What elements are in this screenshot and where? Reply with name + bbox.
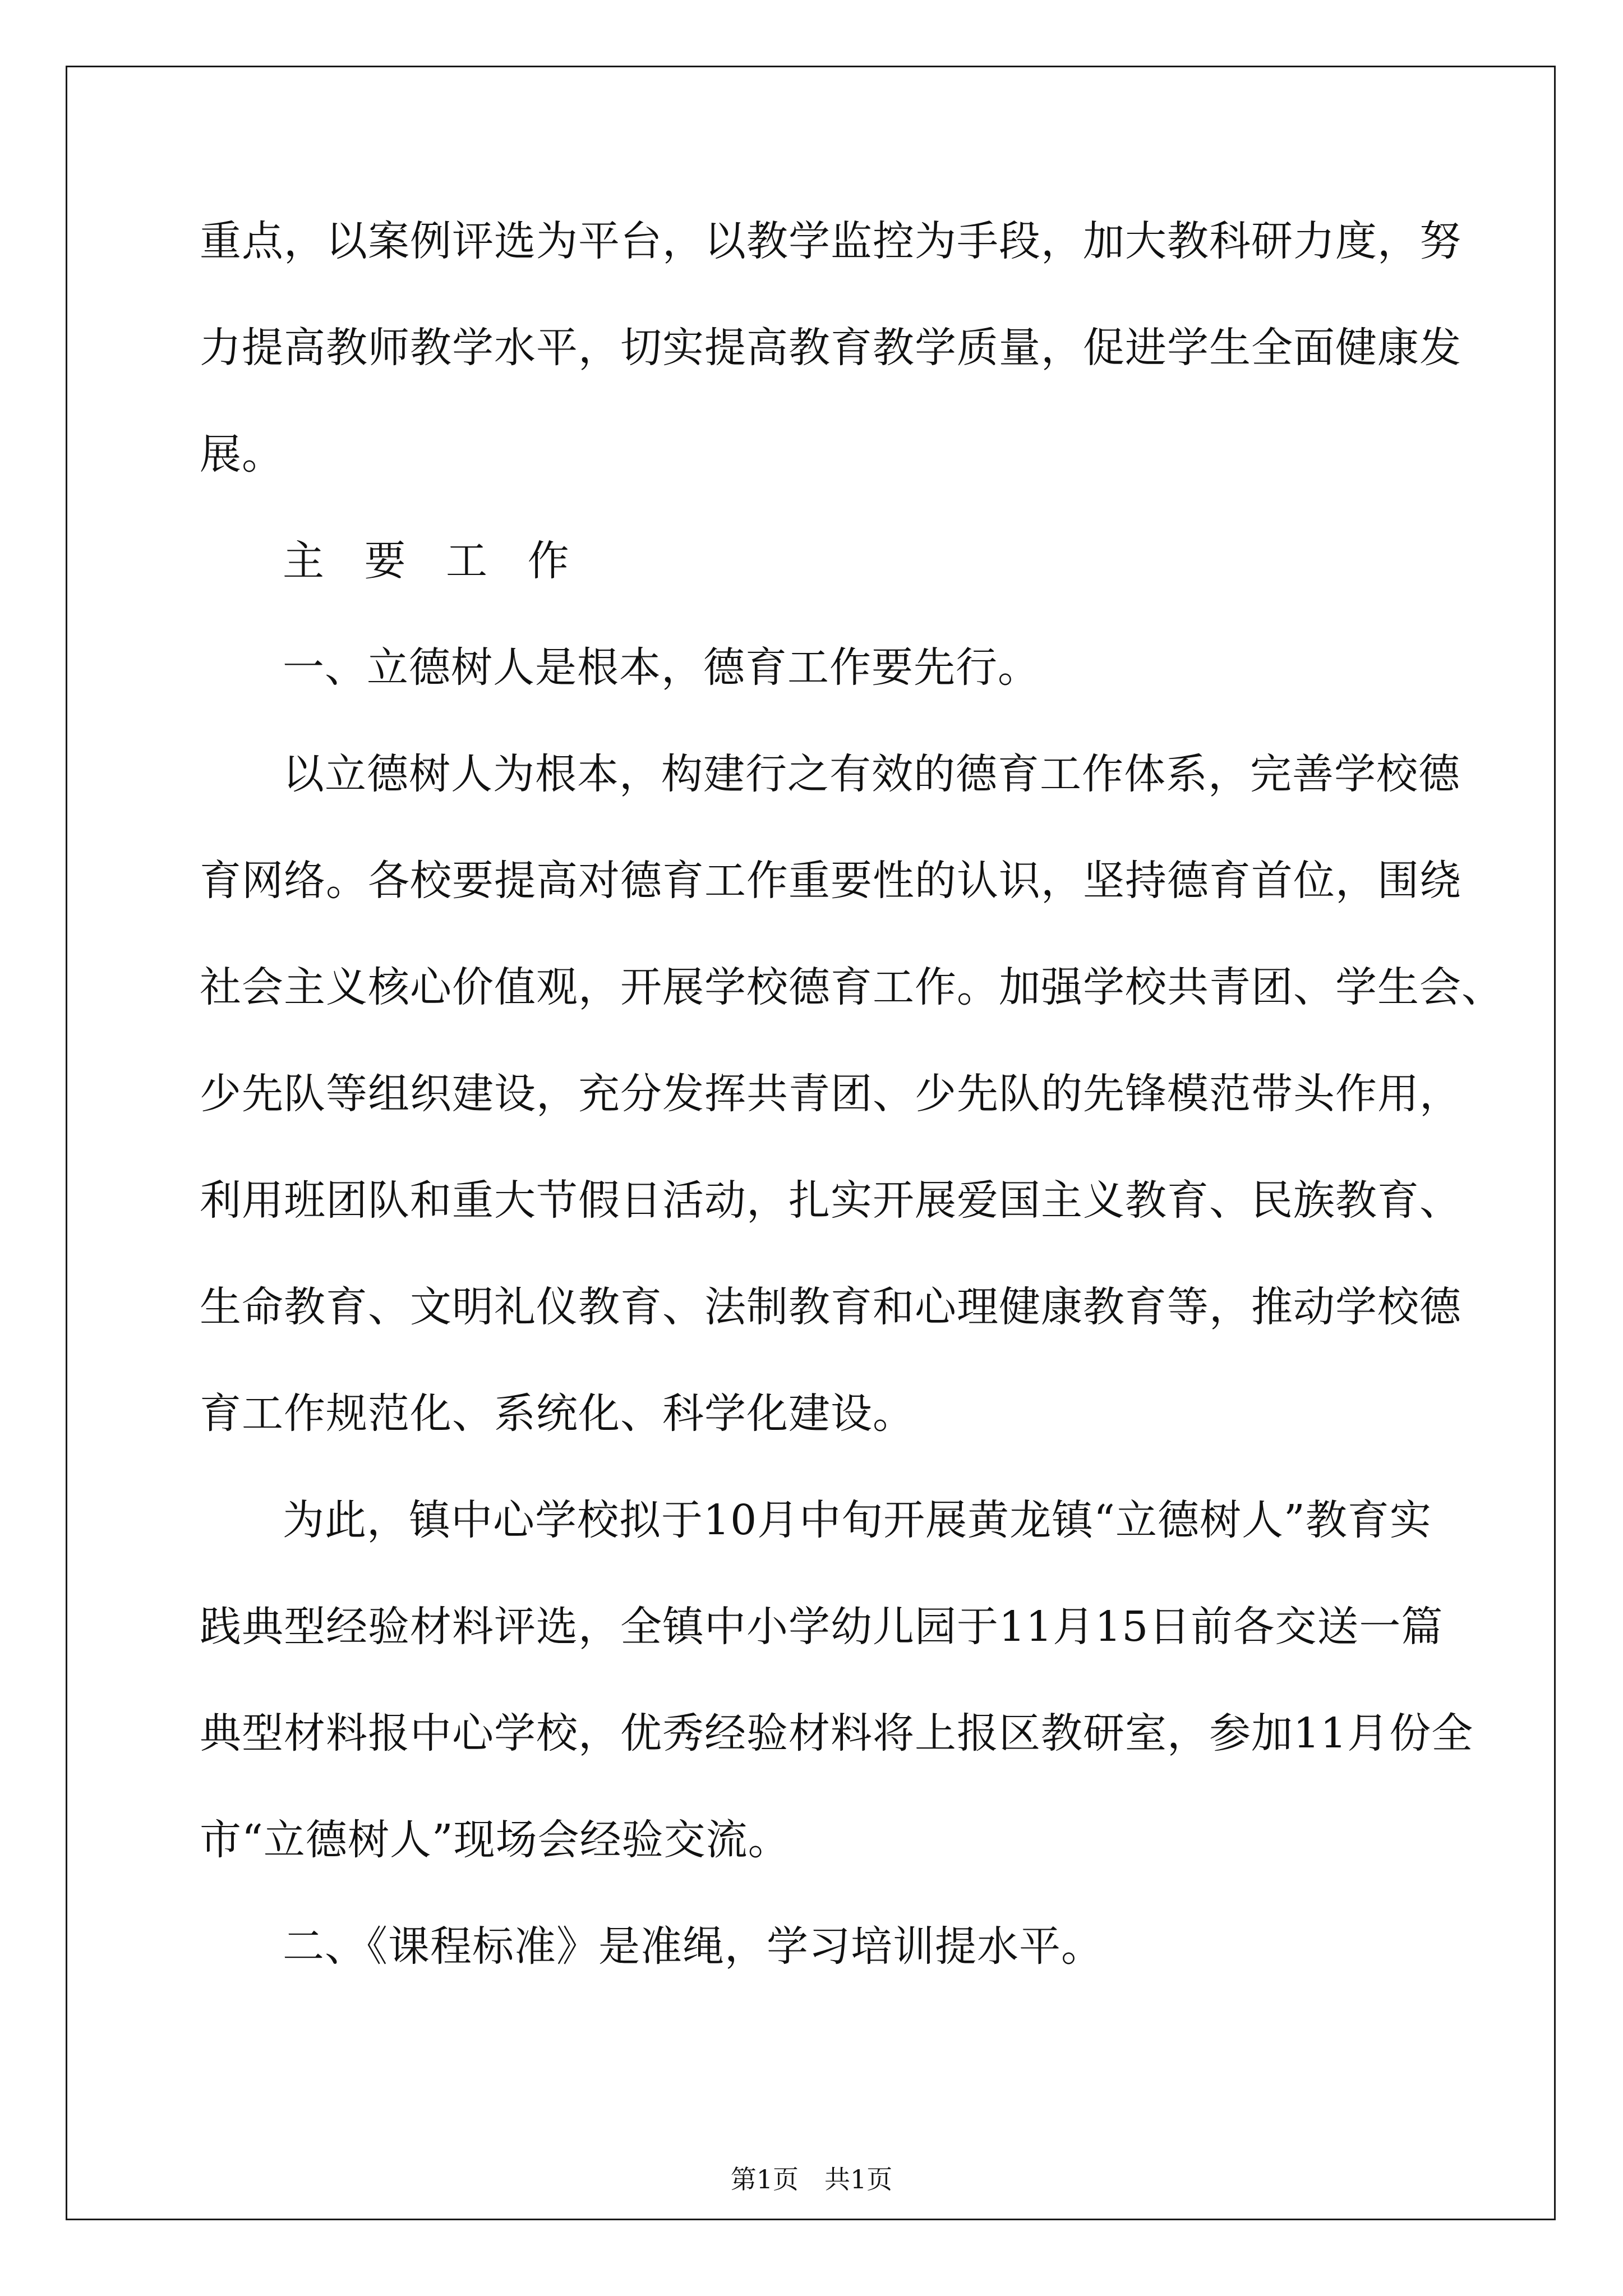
section-title: 二、《课程标准》是准绳，学习培训提水平。 xyxy=(283,1922,1103,1971)
paragraph-line: 利用班团队和重大节假日活动，扎实开展爱国主义教育、民族教育、 xyxy=(200,1176,1461,1225)
paragraph-line: 典型材料报中心学校，优秀经验材料将上报区教研室，参加11月份全 xyxy=(200,1709,1474,1757)
paragraph-line: 重点，以案例评选为平台，以教学监控为手段，加大教科研力度，努 xyxy=(200,217,1461,265)
paragraph-line: 践典型经验材料评选，全镇中小学幼儿园于11月15日前各交送一篇 xyxy=(200,1603,1444,1651)
paragraph-line: 少先队等组织建设，充分发挥共青团、少先队的先锋模范带头作用， xyxy=(200,1070,1461,1118)
paragraph-line: 生命教育、文明礼仪教育、法制教育和心理健康教育等，推动学校德 xyxy=(200,1283,1461,1331)
paragraph-line: 展。 xyxy=(200,430,284,478)
page-border xyxy=(66,66,1556,2220)
paragraph-line: 为此，镇中心学校拟于10月中旬开展黄龙镇“立德树人”教育实 xyxy=(283,1496,1432,1544)
paragraph-line: 育网络。各校要提高对德育工作重要性的认识，坚持德育首位，围绕 xyxy=(200,857,1461,905)
paragraph-line: 社会主义核心价值观，开展学校德育工作。加强学校共青团、学生会、 xyxy=(200,963,1504,1011)
section-heading: 主 要 工 作 xyxy=(283,537,583,585)
paragraph-line: 以立德树人为根本，构建行之有效的德育工作体系，完善学校德 xyxy=(283,750,1460,798)
page-number-footer: 第1页 共1页 xyxy=(730,2164,893,2194)
paragraph-line: 育工作规范化、系统化、科学化建设。 xyxy=(200,1389,915,1438)
paragraph-line: 力提高教师教学水平，切实提高教育教学质量，促进学生全面健康发 xyxy=(200,324,1461,372)
paragraph-line: 市“立德树人”现场会经验交流。 xyxy=(200,1816,790,1864)
section-title: 一、立德树人是根本，德育工作要先行。 xyxy=(283,643,1040,692)
